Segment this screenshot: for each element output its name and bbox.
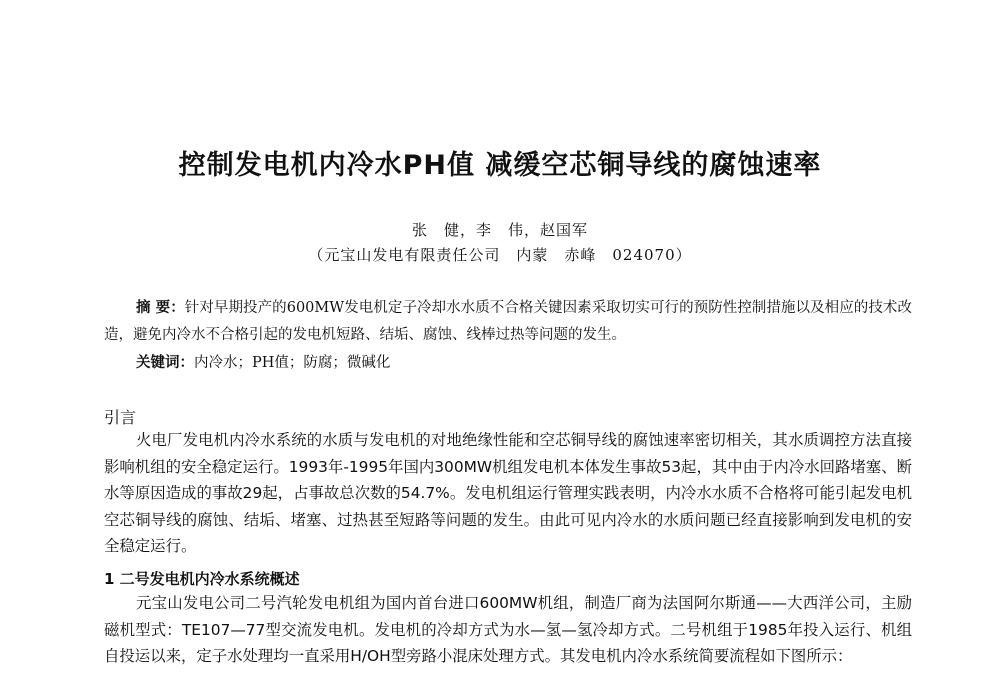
- keywords: [136, 350, 390, 377]
- intro-paragraph: 火电厂发电机内冷水系统的水质与发电机的对地绝缘性能和空芯铜导线的腐蚀速率密切相关，其水质调控方法直接影响机组的安全稳定运行。1993年-1995年国内300MW机组发电机本体发生事故53起，其中由于内冷水回路堵塞、断水等原因造成的事故29起，占事故总次数的54.7%。发电机组运行管理实践表明，内冷水水质不合格将可能引起发电机空芯铜导线的腐蚀、结垢、堵塞、过热甚至短路等问题的发生。由此可见内冷水的水质问题已经直接影响到发电机的安全稳定运行。: [104, 431, 912, 555]
- intro-heading: 引言: [104, 408, 137, 427]
- abstract: [104, 295, 912, 349]
- affiliation-line: （元宝山发电有限责任公司 内蒙 赤峰 024070）: [308, 246, 692, 264]
- section1-paragraph: 元宝山发电公司二号汽轮发电机组为国内首台进口600MW机组，制造厂商为法国阿尔斯通——大西洋公司，主励磁机型式：TE107—77型交流发电机。发电机的冷却方式为水—氢—氢冷却方式。二号机组于1985年投入运行、机组自投运以来，定子水处理均一直采用H/OH型旁路小混床处理方式。其发电机内冷水系统简要流程如下图所示：: [104, 594, 912, 665]
- author-line: 张 健，李 伟，赵国军: [411, 221, 588, 239]
- abstract-label: 摘 要：: [136, 300, 185, 316]
- section1-heading: 1 二号发电机内冷水系统概述: [104, 570, 300, 588]
- abstract-text: 针对早期投产的600MW发电机定子冷却水水质不合格关键因素采取切实可行的预防性控制措施以及相应的技术改造，避免内冷水不合格引起的发电机短路、结垢、腐蚀、线棒过热等问题的发生。: [104, 300, 912, 343]
- keywords-label: 关键词：: [136, 355, 194, 371]
- paper-title: 控制发电机内冷水PH值 减缓空芯铜导线的腐蚀速率: [178, 150, 822, 181]
- keywords-text: 内冷水；PH值；防腐；微碱化: [194, 355, 391, 371]
